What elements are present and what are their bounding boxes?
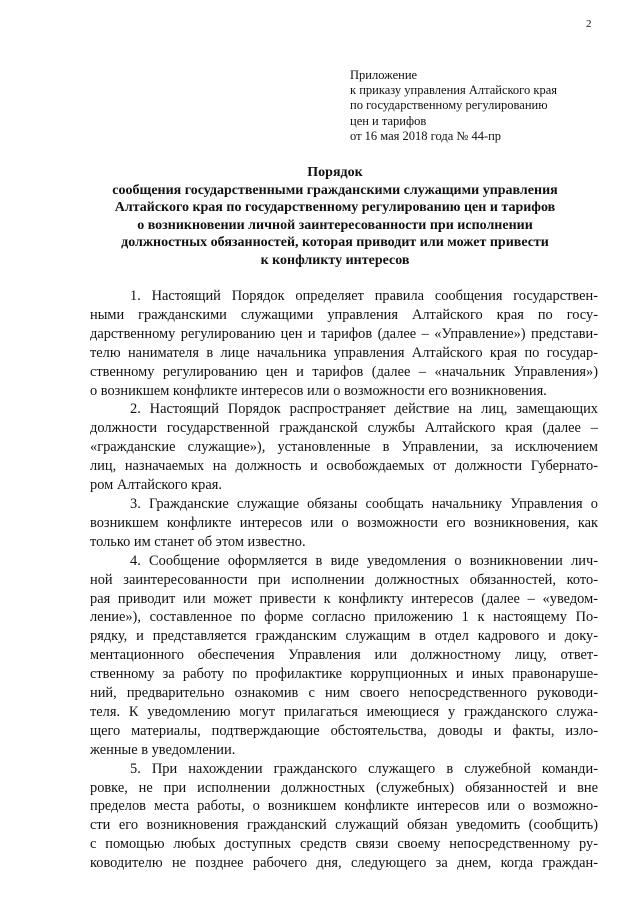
text-line: ственному регулированию цен и тарифов (далее – «начальник Управления») [90, 363, 598, 380]
paragraph-2 [90, 400, 598, 495]
text-line: должности государственной гражданской службы Алтайского края (далее – [90, 420, 598, 437]
text-line: ственному за работу по профилактике коррупционных и иных правонаруше- [90, 666, 598, 683]
text-line: ром Алтайского края. [90, 477, 222, 494]
text-line: пределов места работы, о возникшем конфликте интересов или о возможно- [90, 798, 598, 815]
annex-line: к приказу управления Алтайского края [350, 83, 557, 98]
text-line: ментационного обеспечения Управления или должностному лицу, ответ- [90, 647, 598, 664]
text-line: женные в уведомлении. [90, 741, 236, 758]
text-line: «гражданские служащие»), установленные в Управлении, за исключением [90, 439, 598, 456]
annex-line: по государственному регулированию [350, 98, 548, 113]
paragraph-3 [90, 495, 598, 552]
title-line: к конфликту интересов [260, 252, 410, 268]
page-number: 2 [586, 18, 592, 30]
text-line: лиц, назначаемых на должность и освобождаемых от должности Губернато- [90, 458, 598, 475]
text-line: ководителю не позднее рабочего дня, следующего за днем, когда граждан- [90, 855, 598, 872]
text-line: теля. К уведомлению могут прилагаться имеющиеся у гражданского служа- [90, 703, 598, 720]
annex-line: цен и тарифов [350, 113, 427, 128]
title-line: сообщения государственными гражданскими служащими управления [112, 182, 558, 198]
annex-block [350, 68, 610, 144]
annex-line: Приложение [350, 68, 418, 82]
title-line: о возникновении личной заинтересованности при исполнении [137, 217, 533, 233]
document-body [90, 287, 598, 873]
title-line: Порядок [307, 165, 363, 180]
text-line: 1. Настоящий Порядок определяет правила сообщения государствен- [130, 288, 598, 304]
paragraph-5 [90, 760, 598, 873]
title-line: должностных обязанностей, которая приводит или может привести [121, 235, 549, 251]
text-line: 5. При нахождении гражданского служащего в служебной команди- [130, 760, 598, 777]
text-line: щего материалы, подтверждающие обстоятельства, доводы и факты, изло- [90, 722, 598, 739]
annex-line: от 16 мая 2018 года № 44-пр [350, 128, 502, 143]
text-line: 3. Гражданские служащие обязаны сообщать начальнику Управления о [130, 495, 598, 512]
text-line: 4. Сообщение оформляется в виде уведомления о возникновении лич- [130, 552, 598, 569]
text-line: возникшем конфликте интересов или о возможности его возникновения, как [90, 514, 598, 531]
text-line: с помощью любых доступных средств связи своему непосредственному ру- [90, 836, 598, 853]
text-line: ровке, не при исполнении должностных (служебных) обязанностей и вне [90, 779, 598, 796]
paragraph-4 [90, 552, 598, 760]
text-line: рядку, и представляется гражданским служащим в отдел кадрового и доку- [90, 628, 598, 645]
text-line: о возникшем конфликте интересов или о возможности его возникновения. [90, 382, 547, 399]
title-line: Алтайского края по государственному регулированию цен и тарифов [114, 200, 556, 216]
text-line: дарственному регулированию цен и тарифов (далее – «Управление») представи- [90, 325, 598, 342]
text-line: телю нанимателя в лице начальника управления Алтайского края по государ- [90, 344, 598, 361]
text-line: ний, предварительно ознакомив с ним своего непосредственного руководи- [90, 685, 598, 702]
paragraph-1 [90, 287, 598, 400]
text-line: только им станет об этом известно. [90, 533, 306, 550]
text-line: 2. Настоящий Порядок распространяет действие на лиц, замещающих [130, 401, 598, 418]
text-line: сти его возникновения гражданский служащий обязан уведомить (сообщить) [90, 817, 598, 834]
text-line: рая приводит или может привести к конфликту интересов (далее – «уведом- [90, 590, 598, 607]
document-title [70, 164, 600, 270]
text-line: ление»), составленное по форме согласно приложению 1 к настоящему По- [90, 609, 598, 626]
text-line: ными гражданскими служащими управления Алтайского края по госу- [90, 306, 598, 323]
text-line: ной заинтересованности при исполнении должностных обязанностей, кото- [90, 571, 598, 588]
